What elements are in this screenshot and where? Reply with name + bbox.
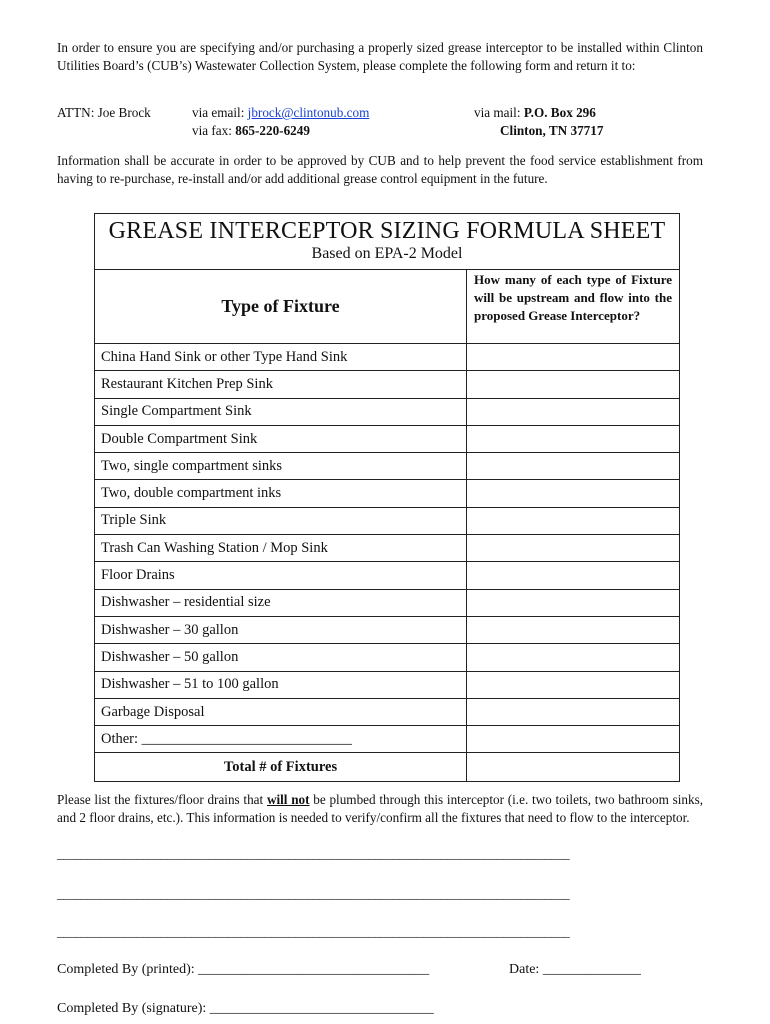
table-row (95, 344, 679, 371)
fixture-count-cell[interactable] (467, 590, 679, 616)
table-row (95, 426, 679, 453)
fixture-count-cell[interactable] (467, 672, 679, 698)
fixture-count-cell[interactable] (467, 480, 679, 506)
not-plumbed-after: be plumbed through this interceptor (i.e. two toilets, two bathroom sinks, and 2 floor drains, etc.). This information is needed to verify/confirm all the fixtures that need to flow to the interceptor. (57, 792, 703, 825)
fixture-label: Dishwasher – 50 gallon (95, 644, 467, 670)
blank-line-2[interactable]: ____________________________________________________________________________________ (57, 886, 570, 901)
contact-mail (474, 104, 603, 140)
table-row (95, 672, 679, 699)
table-row (95, 617, 679, 644)
fixture-label: Restaurant Kitchen Prep Sink (95, 371, 467, 397)
contact-email-fax (192, 104, 369, 140)
fixture-count-cell[interactable] (467, 699, 679, 725)
completed-by-printed-field[interactable]: Completed By (printed): _________________________________ (57, 962, 430, 977)
fixture-count-cell[interactable] (467, 617, 679, 643)
fixture-count-cell[interactable] (467, 508, 679, 534)
total-label: Total # of Fixtures (95, 753, 467, 780)
intro-paragraph: In order to ensure you are specifying and/or purchasing a properly sized grease interceptor to be installed within Clinton Utilities Board’s (CUB’s) Wastewater Collection System, please complete the following form and return it to: (57, 40, 703, 73)
not-plumbed-before: Please list the fixtures/floor drains that (57, 792, 267, 807)
fixture-label: Single Compartment Sink (95, 399, 467, 425)
form-title: GREASE INTERCEPTOR SIZING FORMULA SHEET (108, 218, 666, 244)
mail-po-box: P.O. Box 296 (523, 105, 596, 120)
table-row (95, 453, 679, 480)
fax-prefix: via fax: (192, 123, 236, 138)
table-title-box (95, 214, 679, 270)
accuracy-note: Information shall be accurate in order to be approved by CUB and to help prevent the food service establishment from having to re-purchase, re-install and/or add additional grease control equipment in the future. (57, 153, 703, 186)
fixture-label: Dishwasher – 51 to 100 gallon (95, 672, 467, 698)
table-row (95, 726, 679, 753)
table-row (95, 590, 679, 617)
contact-block (57, 104, 703, 144)
mail-city: Clinton, TN 37717 (500, 123, 604, 138)
fixture-label: Floor Drains (95, 562, 467, 588)
blank-line-1[interactable]: ____________________________________________________________________________________ (57, 846, 570, 861)
fixture-count-cell[interactable] (467, 426, 679, 452)
fixture-label: Two, single compartment sinks (95, 453, 467, 479)
fax-number: 865-220-6249 (235, 123, 310, 138)
email-prefix: via email: (192, 105, 248, 120)
total-count-cell[interactable] (467, 753, 679, 780)
form-subtitle: Based on EPA-2 Model (311, 245, 463, 262)
blank-line-3[interactable]: ____________________________________________________________________________________ (57, 924, 570, 939)
table-row (95, 699, 679, 726)
email-link[interactable]: jbrock@clintonub.com (247, 105, 370, 120)
not-plumbed-emphasis: will not (266, 792, 310, 807)
mail-prefix: via mail: (474, 105, 524, 120)
table-row (95, 508, 679, 535)
fixture-table (94, 213, 680, 782)
fixture-rows (95, 344, 679, 781)
fixture-count-cell[interactable] (467, 726, 679, 752)
count-header: How many of each type of Fixture will be upstream and flow into the proposed Grease Interceptor? (474, 272, 672, 323)
type-of-fixture-header: Type of Fixture (95, 270, 467, 343)
date-field[interactable]: Date: ______________ (509, 962, 641, 977)
table-row (95, 480, 679, 507)
fixture-label: Other: _____________________________ (95, 726, 467, 752)
fixture-label: Dishwasher – residential size (95, 590, 467, 616)
fixture-count-cell[interactable] (467, 344, 679, 370)
table-row (95, 562, 679, 589)
table-row (95, 535, 679, 562)
table-row (95, 644, 679, 671)
fixture-count-cell[interactable] (467, 371, 679, 397)
fixture-count-cell[interactable] (467, 399, 679, 425)
table-header (95, 270, 679, 344)
fixture-count-cell[interactable] (467, 644, 679, 670)
total-row (95, 753, 679, 780)
fixture-count-cell[interactable] (467, 453, 679, 479)
fixture-label: Garbage Disposal (95, 699, 467, 725)
fixture-label: Trash Can Washing Station / Mop Sink (95, 535, 467, 561)
fixture-label: Dishwasher – 30 gallon (95, 617, 467, 643)
completed-by-signature-field[interactable]: Completed By (signature): ________________________________ (57, 1001, 434, 1016)
fixture-count-cell[interactable] (467, 562, 679, 588)
fixture-label: Two, double compartment inks (95, 480, 467, 506)
not-plumbed-paragraph (57, 791, 703, 827)
fixture-count-cell[interactable] (467, 535, 679, 561)
table-row (95, 371, 679, 398)
fixture-label: Triple Sink (95, 508, 467, 534)
fixture-label: China Hand Sink or other Type Hand Sink (95, 344, 467, 370)
attn-label: ATTN: Joe Brock (57, 105, 151, 120)
table-row (95, 399, 679, 426)
fixture-label: Double Compartment Sink (95, 426, 467, 452)
